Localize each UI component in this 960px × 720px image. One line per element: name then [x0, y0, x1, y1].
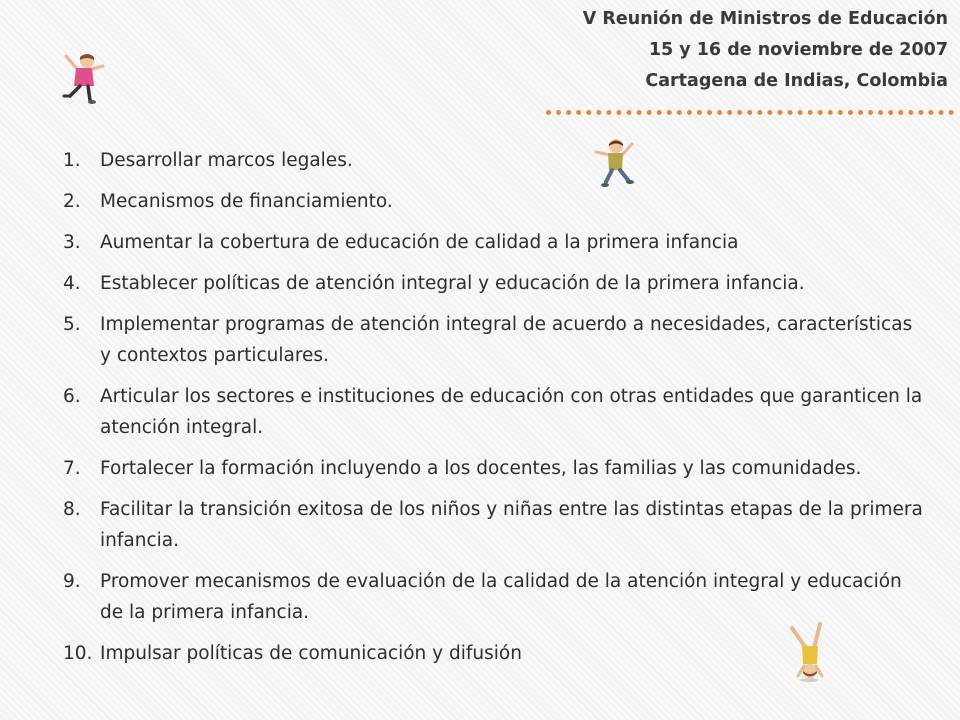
- item-text: Fortalecer la formación incluyendo a los docentes, las familias y las comunidades.: [100, 458, 862, 479]
- item-number: 3.: [63, 232, 81, 253]
- meeting-dates: 15 y 16 de noviembre de 2007: [648, 40, 948, 60]
- item-number: 5.: [63, 314, 81, 335]
- list-item: [63, 453, 923, 484]
- item-text: Implementar programas de atención integral de acuerdo a necesidades, características y contextos particulares.: [100, 314, 913, 366]
- dotted-divider: [546, 110, 954, 115]
- list-item: [63, 381, 923, 443]
- list-item: [63, 638, 923, 669]
- item-text: Facilitar la transición exitosa de los niños y niñas entre las distintas etapas de la primera infancia.: [100, 499, 923, 551]
- item-text: Impulsar políticas de comunicación y difusión: [100, 643, 522, 664]
- item-number: 4.: [63, 273, 81, 294]
- item-number: 8.: [63, 499, 81, 520]
- item-number: 6.: [63, 386, 81, 407]
- item-text: Promover mecanismos de evaluación de la calidad de la atención integral y educación de la primera infancia.: [100, 571, 902, 623]
- list-item: [63, 268, 923, 299]
- list-item: [63, 566, 923, 628]
- list-item: [63, 494, 923, 556]
- list-item: [63, 227, 923, 258]
- item-number: 10.: [63, 643, 93, 664]
- item-number: 7.: [63, 458, 81, 479]
- slide-header: [583, 4, 948, 97]
- girl-jumping-icon: [58, 50, 110, 108]
- list-item: [63, 309, 923, 371]
- item-number: 9.: [63, 571, 81, 592]
- item-number: 2.: [63, 191, 81, 212]
- item-text: Aumentar la cobertura de educación de calidad a la primera infancia: [100, 232, 739, 253]
- list-item: [63, 186, 923, 217]
- item-number: 1.: [63, 150, 81, 171]
- meeting-location: Cartagena de Indias, Colombia: [645, 71, 948, 91]
- item-text: Establecer políticas de atención integral y educación de la primera infancia.: [100, 273, 805, 294]
- item-text: Articular los sectores e instituciones de educación con otras entidades que garanticen la atención integral.: [100, 386, 923, 438]
- item-text: Mecanismos de financiamiento.: [100, 191, 393, 212]
- list-item: [63, 145, 923, 176]
- agenda-list: [63, 145, 923, 669]
- item-text: Desarrollar marcos legales.: [100, 150, 353, 171]
- meeting-title: V Reunión de Ministros de Educación: [582, 9, 948, 29]
